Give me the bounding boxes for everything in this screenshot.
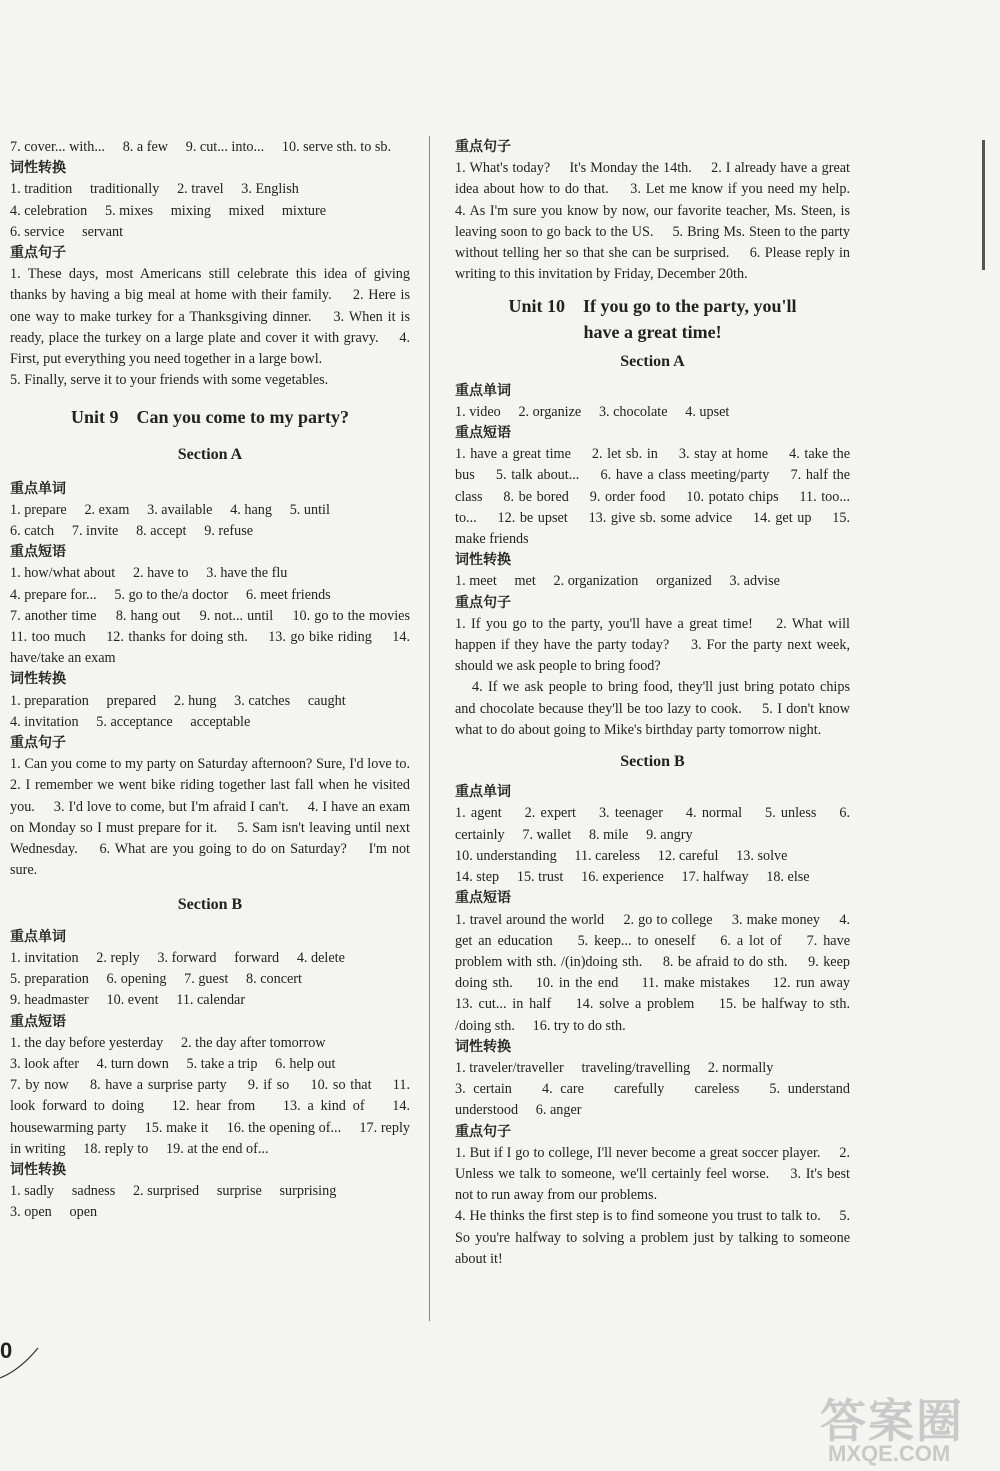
heading-key-phrases: 重点短语: [10, 544, 66, 561]
heading-key-words: 重点单词: [455, 784, 511, 801]
text-line: 1. prepare 2. exam 3. available 4. hang 5. until: [10, 501, 330, 518]
watermark-logo: 答案圈: [820, 1394, 964, 1448]
text-line: 7. cover... with... 8. a few 9. cut... into... 10. serve sth. to sb.: [10, 139, 392, 155]
heading-word-forms: 词性转换: [10, 671, 66, 688]
page-edge-mark: [982, 140, 985, 270]
heading-word-forms: 词性转换: [455, 552, 511, 569]
heading-key-words: 重点单词: [10, 480, 66, 497]
text-line: 14. step 15. trust 16. experience 17. halfway 18. else: [455, 869, 810, 886]
text-line: 1. meet met 2. organization organized 3. advise: [455, 573, 780, 590]
text-line: 1. how/what about 2. have to 3. have the flu: [10, 565, 288, 582]
text-line: 5. preparation 6. opening 7. guest 8. concert: [10, 971, 302, 988]
heading-word-forms: 词性转换: [10, 160, 66, 177]
unit-10-title-line2: have a great time!: [583, 322, 722, 343]
left-column: [10, 137, 428, 1224]
text-paragraph: 7. by now 8. have a surprise party 9. if so 10. so that 11. look forward to doing 12. hear from 13. a kind of 14. housewarming party 15. make it 16. the opening of... 17. reply in writing 18. reply to 19. at the end of...: [10, 1077, 410, 1157]
text-paragraph: 1. These days, most Americans still celebrate this idea of giving thanks by having a big meal at home with their family. 2. Here is one way to make turkey for a Thanksgiving dinner. 3. When it is ready, place the turkey on a large plate and cover it with gravy. 4. First, put everything you need together in a large bowl.: [10, 266, 410, 368]
heading-key-sentences: 重点句子: [10, 735, 66, 752]
text-paragraph: 1. If you go to the party, you'll have a great time! 2. What will happen if they have the party today? 3. For the party next week, should we ask people to bring food?: [455, 615, 850, 675]
text-paragraph: 1. Can you come to my party on Saturday afternoon? Sure, I'd love to. 2. I remember we went bike riding together last fall when he visited you. 3. I'd love to come, but I'm afraid I can't. 4. I have an exam on Monday so I must prepare for it. 5. Sam isn't leaving until next Wednesday. 6. What are you going to do on Saturday? I'm not sure.: [10, 756, 428, 879]
page-number: 0: [0, 1338, 13, 1363]
text-line: 10. understanding 11. careless 12. careful 13. solve: [455, 847, 788, 864]
text-line: 6. service servant: [10, 223, 124, 240]
text-paragraph: 4. If we ask people to bring food, they'll just bring potato chips and chocolate because they'll be too lazy to cook. 5. I don't know what to do about going to Mike's birthday party tomorrow night.: [455, 679, 850, 738]
text-line: 6. catch 7. invite 8. accept 9. refuse: [10, 523, 254, 540]
text-line: 5. Finally, serve it to your friends with some vegetables.: [10, 372, 329, 389]
unit-9-title: Unit 9 Can you come to my party?: [71, 407, 349, 428]
text-paragraph: 1. But if I go to college, I'll never become a great soccer player. 2. Unless we talk to someone, we'll certainly feel worse. 3. It's best not to run away from our problems.: [455, 1144, 850, 1204]
text-line: 1. the day before yesterday 2. the day after tomorrow: [10, 1034, 326, 1051]
section-b-title: Section B: [177, 895, 243, 913]
text-line: 1. traveler/traveller traveling/travelling 2. normally: [455, 1059, 774, 1076]
text-line: 3. look after 4. turn down 5. take a trip 6. help out: [10, 1055, 336, 1072]
right-column: [455, 137, 868, 1270]
text-line: 1. tradition traditionally 2. travel 3. English: [10, 181, 299, 198]
text-line: 1. sadly sadness 2. surprised surprise surprising: [10, 1183, 337, 1200]
column-divider: [429, 136, 430, 1321]
heading-key-phrases: 重点短语: [455, 890, 511, 907]
section-a-title: Section A: [620, 353, 685, 371]
heading-key-sentences: 重点句子: [10, 245, 66, 262]
text-paragraph: 1. travel around the world 2. go to college 3. make money 4. get an education 5. keep... to oneself 6. a lot of 7. have problem with sth. /(in)doing sth. 8. be afraid to do sth. 9. keep doing sth. 10. in the end 11. make mistakes 12. run away 13. cut... in half 14. solve a problem 15. be halfway to sth. /doing sth. 16. try to do sth.: [455, 911, 868, 1034]
section-a-title: Section A: [177, 446, 243, 464]
text-line: 4. invitation 5. acceptance acceptable: [10, 713, 251, 730]
heading-key-words: 重点单词: [455, 382, 511, 399]
text-paragraph: 1. have a great time 2. let sb. in 3. stay at home 4. take the bus 5. talk about... 6. have a class meeting/party 7. half the class 8. be bored 9. order food 10. potato chips 11. too... to... 12. be upset 13. give sb. some advice 14. get up 15. make friends: [455, 446, 850, 548]
text-paragraph: 1. agent 2. expert 3. teenager 4. normal 5. unless 6. certainly 7. wallet 8. mile 9. angry: [455, 805, 850, 843]
text-line: 1. invitation 2. reply 3. forward forward 4. delete: [10, 949, 345, 966]
unit-10-title-line1: Unit 10 If you go to the party, you'll: [508, 296, 797, 317]
text-paragraph: 4. He thinks the first step is to find someone you trust to talk to. 5. So you're halfway to solving a problem just by talking to someone about it!: [455, 1208, 850, 1267]
text-line: 1. preparation prepared 2. hung 3. catches caught: [10, 692, 346, 709]
heading-word-forms: 词性转换: [10, 1161, 66, 1178]
heading-word-forms: 词性转换: [455, 1038, 511, 1055]
heading-key-phrases: 重点短语: [455, 425, 511, 442]
watermark: [800, 1385, 995, 1465]
text-line: 1. video 2. organize 3. chocolate 4. upset: [455, 403, 730, 420]
text-line: 4. prepare for... 5. go to the/a doctor 6. meet friends: [10, 586, 331, 603]
text-paragraph: 3. certain 4. care carefully careless 5. understand understood 6. anger: [455, 1081, 850, 1119]
text-line: 3. open open: [10, 1204, 98, 1221]
heading-key-sentences: 重点句子: [455, 139, 511, 155]
heading-key-phrases: 重点短语: [10, 1013, 66, 1030]
text-paragraph: 1. What's today? It's Monday the 14th. 2. I already have a great idea about how to do that. 3. Let me know if you need my help. 4. As I'm sure you know by now, our favorite teacher, Ms. Steen, is leaving soon to go back to the US. 5. Bring Ms. Steen to the party without telling her so that she can be surprised. 6. Please reply in writing to this invitation by Friday, December 20th.: [455, 160, 868, 283]
heading-key-words: 重点单词: [10, 928, 66, 945]
text-line: 4. celebration 5. mixes mixing mixed mixture: [10, 202, 327, 219]
heading-key-sentences: 重点句子: [455, 1123, 511, 1140]
text-line: 9. headmaster 10. event 11. calendar: [10, 992, 246, 1009]
heading-key-sentences: 重点句子: [455, 594, 511, 611]
watermark-url: MXQE.COM: [828, 1441, 951, 1466]
text-paragraph: 7. another time 8. hang out 9. not... until 10. go to the movies 11. too much 12. thanks for doing sth. 13. go bike riding 14. have/take an exam: [10, 607, 428, 667]
section-b-title: Section B: [620, 753, 685, 771]
